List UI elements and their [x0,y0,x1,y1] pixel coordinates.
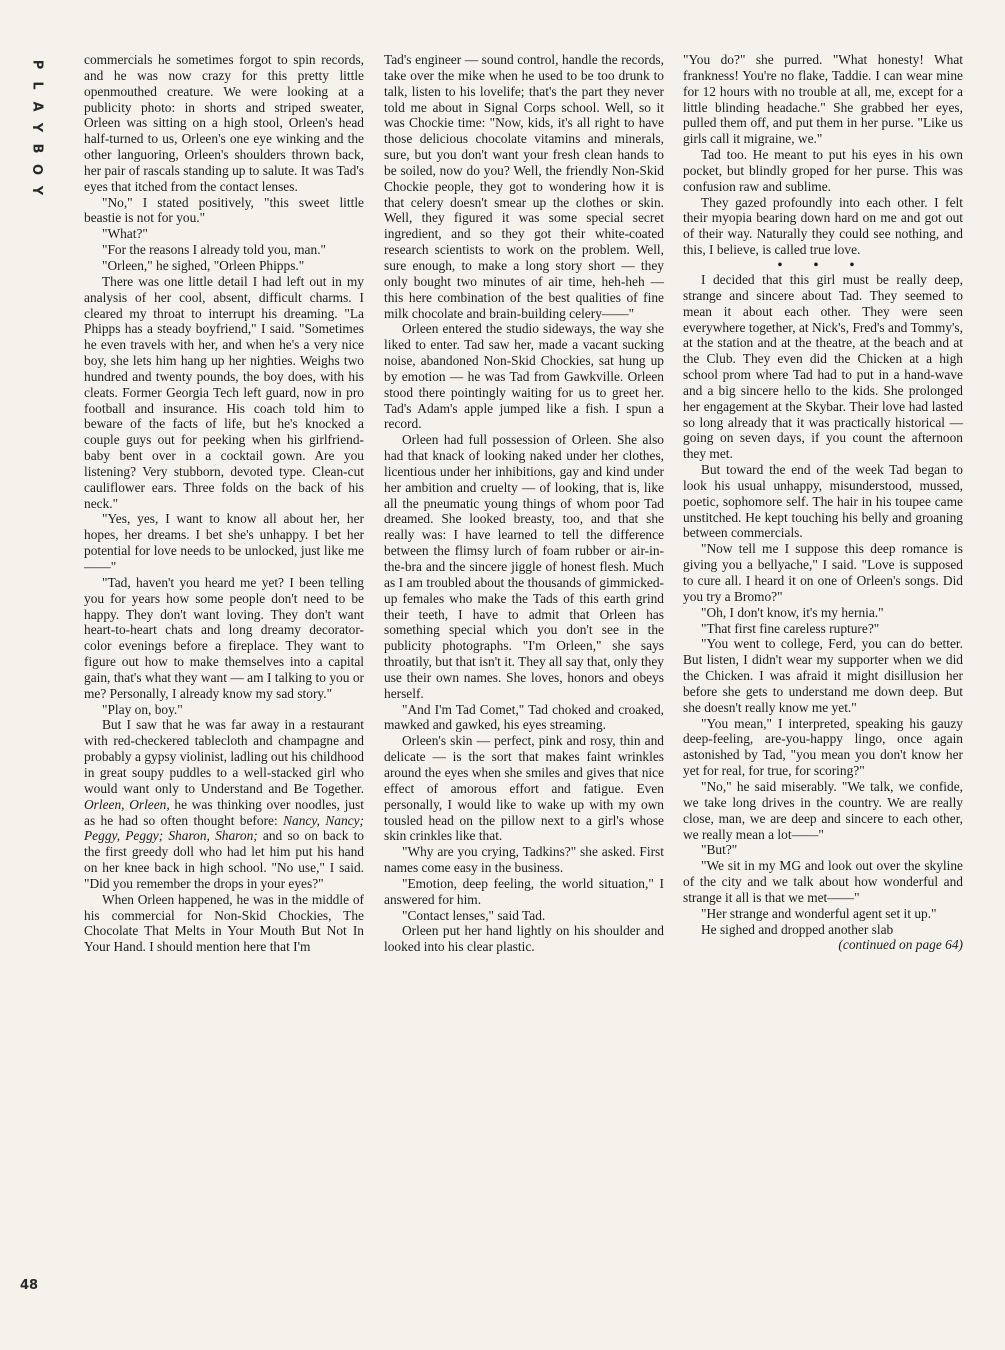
paragraph: They gazed profoundly into each other. I felt their myopia bearing down hard on me and got out of their way. Naturally they could see nothing, and this, I believe, is called true love. [683,194,963,258]
paragraph: Orleen entered the studio sideways, the way she liked to enter. Tad saw her, made a vacant sucking noise, abandoned Non-Skid Chockies, sat hung up by emotion — he was Tad from Gawkville. Orleen stood there pointingly waiting for us to greet her. Tad's Adam's apple jumped like a fish. I spun a record. [384,321,664,432]
paragraph: "Oh, I don't know, it's my hernia." [701,604,884,620]
paragraph: He sighed and dropped another slab [701,921,894,937]
paragraph: "Why are you crying, Tadkins?" she asked. First names come easy in the business. [384,844,664,876]
logo-letter: B [29,143,45,154]
paragraph: There was one little detail I had left out in my analysis of her cool, absent, difficult charms. I cleared my throat to interrupt his dreaming. "La Phipps has a steady boyfriend," I said. "Sometimes he even travels with her, and when he's a very nice boy, she lets him hang up her nighties. Weighs two hundred and twenty pounds, the boy does, with his cleats. Former Georgia Tech left guard, now in pro football and insurance. His coach told him to beware of the facts of life, but he's knocked a couple guys out for peeking when his girlfriend-baby bent over in a cocktail gown. Are you listening? Very stubborn, devoted type. Clean-cut cauliflower ears. Three folds on the back of his neck." [84,273,364,511]
logo-letter: A [29,101,45,112]
logo-letter: O [29,163,45,176]
paragraph: "You mean," I interpreted, speaking his gauzy deep-feeling, are-you-happy lingo, once again astonished by Tad, "you mean you don't know her yet for real, for true, for scoring?" [683,715,963,779]
paragraph: Orleen had full possession of Orleen. She also had that knack of looking naked under her clothes, licentious under her inhibitions, gay and kind under her ambition and cruelty — of looking, that is, like all the pneumatic young things of whom poor Tad dreamed. She looked breasty, too, and that she really was: I have learned to tell the difference between the flimsy lurch of foam rubber or air-in-the-bra and the sincere jiggle of honest flesh. Much as I am troubled about the thousands of gimmicked-up females who make the Tads of this earth grind their teeth, I have to admit that Orleen has something special which you don't see in the publicity photographs. "I'm Orleen," she says throatily, but that isn't it. They all say that, only they use their own names. She loves, honors and obeys herself. [384,432,664,701]
paragraph: But toward the end of the week Tad began to look his usual unhappy, misunderstood, mussed, poetic, sophomore self. The hair in his toupee came unstitched. He kept touching his belly and groaning between commercials. [683,462,963,541]
paragraph: When Orleen happened, he was in the middle of his commercial for Non-Skid Chockies, The Chocolate That Melts in Your Mouth But Not In Your Hand. I should mention here that I'm [84,891,364,955]
text-column-2 [384,52,664,955]
paragraph: "No," he said miserably. "We talk, we confide, we take long drives in the country. We are really close, man, we are deep and sincere to each other, we really mean a lot——" [683,778,963,842]
continued-note: (continued on page 64) [838,937,963,953]
text-column-3 [683,52,963,953]
logo-letter: P [29,59,45,70]
paragraph: Tad too. He meant to put his eyes in his own pocket, but blindly groped for her purse. This was confusion raw and sublime. [683,147,963,194]
paragraph: "You went to college, Ferd, you can do better. But listen, I didn't wear my supporter when we did the Chicken. I was afraid it might disillusion her before she gets to understand me down deep. But she doesn't really know me yet." [683,636,963,715]
paragraph: "What?" [102,226,148,242]
paragraph: "And I'm Tad Comet," Tad choked and croaked, mawked and gawked, his eyes streaming. [384,701,664,733]
logo-letter: Y [29,122,45,133]
paragraph: "Contact lenses," said Tad. [402,907,546,923]
paragraph: "Emotion, deep feeling, the world situation," I answered for him. [384,875,664,907]
logo-letter: Y [29,185,45,196]
paragraph: "We sit in my MG and look out over the skyline of the city and we talk about how wonderful and strange it all is that we met——" [683,858,963,905]
paragraph: "Now tell me I suppose this deep romance is giving you a bellyache," I said. "Love is supposed to cure all. I heard it on one of Orleen's songs. Did you try a Bromo?" [683,541,963,604]
paragraph: But I saw that he was far away in a restaurant with red-checkered tablecloth and champagne and probably a gypsy violinist, ladling out his childhood in great soupy puddles to a well-stacked girl who would want only to Understand and Be Together. Orleen, Orleen, he was thinking over noodles, just as he had so often thought before: Nancy, Nancy; Peggy, Peggy; Sharon, Sharon; and so on back to the first greedy doll who had let him put his hand on her knee back in high school. "No use," I said. "Did you remember the drops in your eyes?" [84,717,364,891]
section-separator: • • • [777,256,869,272]
text-column-1 [84,52,364,955]
page-number: 48 [20,1278,39,1293]
paragraph: Orleen put her hand lightly on his shoulder and looked into his clear plastic. [384,923,664,955]
paragraph: "Her strange and wonderful agent set it up." [701,905,937,921]
paragraph: commercials he sometimes forgot to spin records, and he was now crazy for this pretty little openmouthed creature. We were looking at a publicity photo: in shorts and striped sweater, Orleen was sitting on a high stool, Orleen's head half-turned to us, Orleen's one eye winking and the other languoring, Orleen's shoulders thrown back, her pair of rascals standing up to salute. It was Tad's eyes that itched from the contact lenses. [84,52,364,194]
paragraph: "Orleen," he sighed, "Orleen Phipps." [102,257,305,273]
paragraph: "No," I stated positively, "this sweet little beastie is not for you." [84,194,364,226]
paragraph: Orleen's skin — perfect, pink and rosy, thin and delicate — is the sort that makes faint wrinkles around the eyes when she smiles and gives that nice effect of amorous effort and fatigue. Even personally, I would like to wake up with my own tousled head on the pillow next to a girl's whose skin crinkles like that. [384,733,664,844]
paragraph: "For the reasons I already told you, man." [102,242,327,258]
paragraph: "You do?" she purred. "What honesty! What frankness! You're no flake, Taddie. I can wear mine for 12 hours with no trouble at all, me, except for a little blinding headache." She grabbed her eyes, pulled them off, and put them in her purse. "Like us girls call it migraine, we." [683,52,963,147]
playboy-logo [22,54,44,201]
paragraph: "That first fine careless rupture?" [701,620,880,636]
paragraph: "Yes, yes, I want to know all about her, her hopes, her dreams. I bet she's unhappy. I bet her potential for love needs to be unlocked, just like me ——" [84,511,364,574]
paragraph: "But?" [701,842,738,858]
logo-letter: L [29,81,45,90]
paragraph: "Tad, haven't you heard me yet? I been telling you for years how some people don't need to be happy. They don't want loving. They don't want heart-to-heart chats and long dreamy decorator-color evenings before a fireplace. They want to figure out how to make themselves into a capital gain, that's what they want — am I talking to you or me? Personally, I already know my sad story." [84,574,364,701]
paragraph: "Play on, boy." [102,701,183,717]
paragraph: Tad's engineer — sound control, handle the records, take over the mike when he used to be too drunk to talk, listen to his lovelife; that's the part they never told me about in Signal Corps school. Well, so it was Chockie time: "Now, kids, it's all right to have those delicious chocolate vitamins and minerals, sure, but you don't want your fresh clean hands to be soiled, now do you? Well, the friendly Non-Skid Chockie people, they got to wondering how it is that celery doesn't smear up the clothes or skin. Well, they figured it was some special secret ingredient, and so they got their white-coated research scientists to work on the problem. Well, sure enough, to make a long story short — they only bought two minutes of air time, heh-heh — this here combination of the best qualities of fine milk chocolate and brain-building celery——" [384,52,664,321]
paragraph: I decided that this girl must be really deep, strange and sincere about Tad. They seemed to mean it about each other. They were seen everywhere together, at Nick's, Fred's and Tommy's, at the station and at the theatre, at the beach and at the Club. They even did the Chicken at a high school prom where Tad had to put in a hand-wave and a big sincere hello to the kids. She prolonged her engagement at the Skybar. Their love had lasted so long already that it was practically historical — going on seven days, if you count the afternoon they met. [683,271,963,462]
